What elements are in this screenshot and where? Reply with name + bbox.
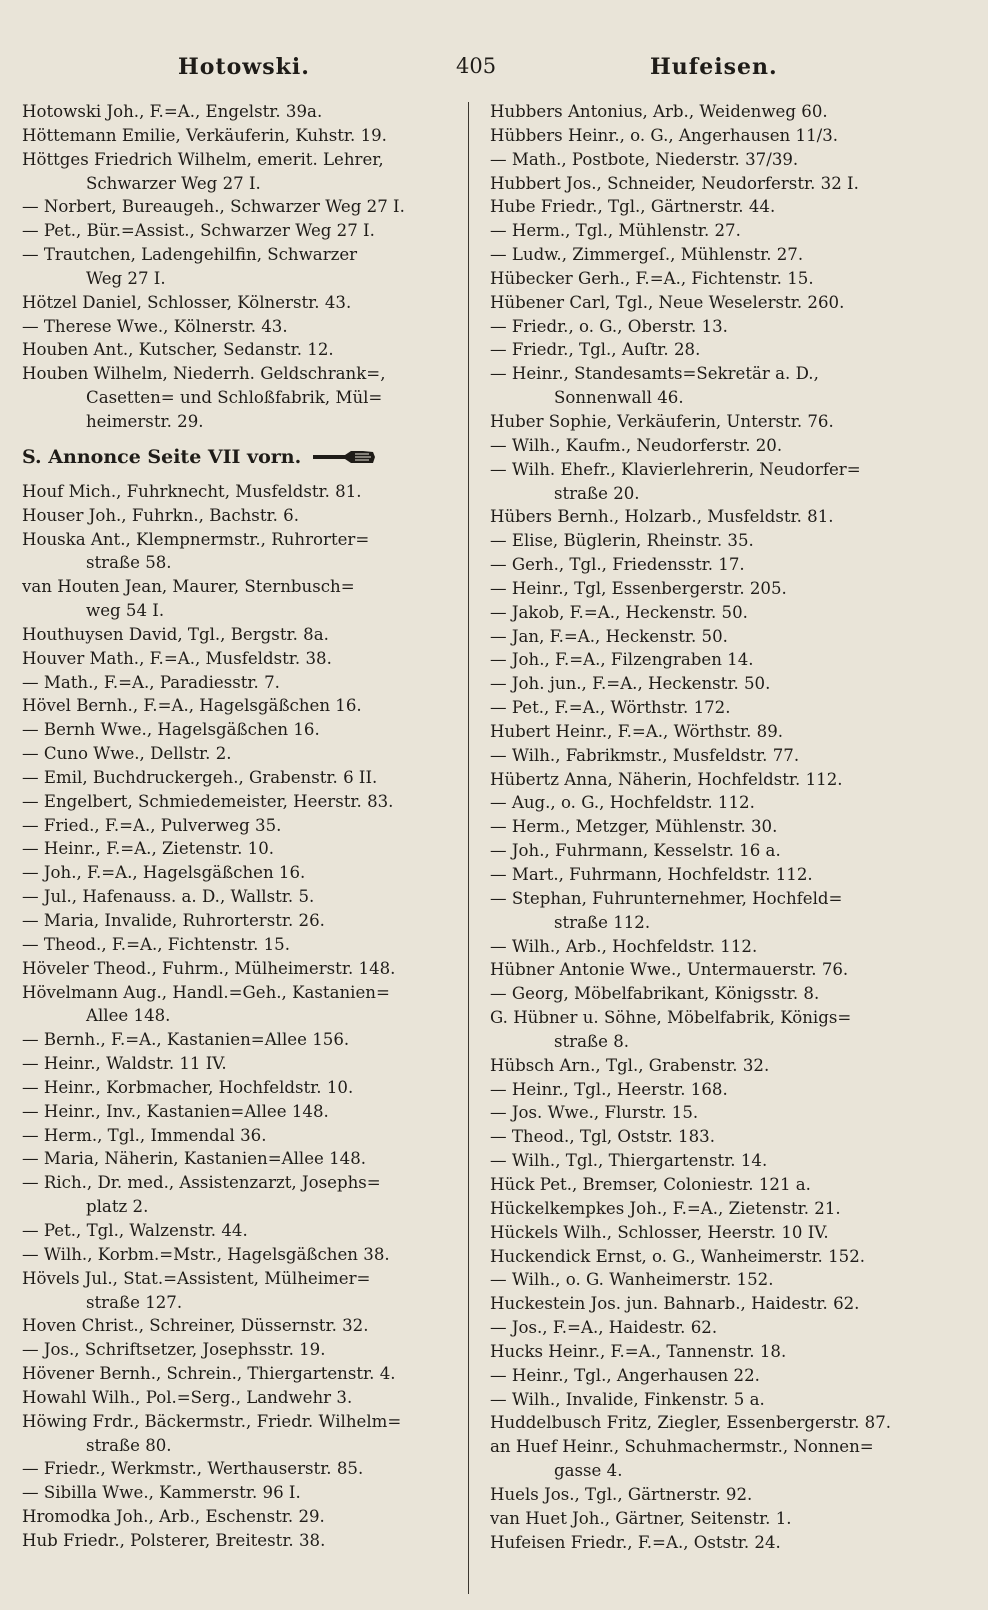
directory-entry: — Math., F.=A., Paradiesstr. 7.: [22, 672, 280, 692]
pointing-hand-icon: [311, 448, 377, 466]
directory-entry: Hoven Christ., Schreiner, Düssernstr. 32.: [22, 1316, 369, 1336]
directory-entry: — Heinr., Inv., Kastanien=Allee 148.: [22, 1101, 329, 1121]
directory-entry: Hückels Wilh., Schlosser, Heerstr. 10 IV.: [490, 1222, 829, 1242]
directory-entry: Hufeisen Friedr., F.=A., Oststr. 24.: [490, 1532, 781, 1552]
directory-entry: — Maria, Invalide, Ruhrorterstr. 26.: [22, 911, 325, 930]
entry-continuation: Allee 148.: [86, 1006, 171, 1026]
directory-entry: G. Hübner u. Söhne, Möbelfabrik, Königs=: [490, 1008, 852, 1028]
directory-entry: Hotowski Joh., F.=A., Engelstr. 39a.: [22, 102, 323, 121]
directory-entry: — Math., Postbote, Niederstr. 37/39.: [490, 149, 799, 169]
directory-entry: — Gerh., Tgl., Friedensstr. 17.: [490, 555, 745, 575]
directory-entry: — Pet., F.=A., Wörthstr. 172.: [490, 698, 731, 718]
entry-continuation: Weg 27 I.: [86, 268, 166, 288]
entry-continuation: straße 80.: [86, 1435, 172, 1455]
directory-entry: — Engelbert, Schmiedemeister, Heerstr. 83.: [22, 791, 394, 811]
directory-entry: Hötzel Daniel, Schlosser, Kölnerstr. 43.: [22, 292, 352, 312]
directory-entry: — Friedr., Werkmstr., Werthauserstr. 85.: [22, 1459, 364, 1479]
directory-entry: — Herm., Tgl., Immendal 36.: [22, 1125, 267, 1145]
directory-entry: — Heinr., Waldstr. 11 IV.: [22, 1054, 227, 1074]
directory-entry: — Joh. jun., F.=A., Heckenstr. 50.: [490, 674, 771, 694]
entry-continuation: weg 54 I.: [86, 601, 165, 621]
directory-entry: — Bernh Wwe., Hagelsgäßchen 16.: [22, 720, 320, 740]
directory-entry: Hromodka Joh., Arb., Eschenstr. 29.: [22, 1507, 325, 1527]
directory-entry: Höttges Friedrich Wilhelm, emerit. Lehrer,: [22, 149, 384, 169]
directory-entry: Höwing Frdr., Bäckermstr., Friedr. Wilhelm=: [22, 1411, 402, 1431]
directory-entry: — Aug., o. G., Hochfeldstr. 112.: [490, 793, 755, 813]
directory-entry: — Fried., F.=A., Pulverweg 35.: [22, 815, 282, 835]
directory-entry: — Ludw., Zimmergeſ., Mühlenstr. 27.: [490, 245, 804, 265]
directory-entry: — Jul., Hafenauss. a. D., Wallstr. 5.: [22, 887, 315, 907]
directory-entry: Hubbers Antonius, Arb., Weidenweg 60.: [490, 102, 828, 121]
directory-entry: Hück Pet., Bremser, Coloniestr. 121 a.: [490, 1174, 811, 1194]
directory-entry: Hübner Antonie Wwe., Untermauerstr. 76.: [490, 960, 849, 980]
left-column: [22, 100, 477, 1553]
directory-entry: — Wilh., Korbm.=Mstr., Hagelsgäßchen 38.: [22, 1244, 390, 1264]
directory-entry: — Mart., Fuhrmann, Hochfeldstr. 112.: [490, 865, 813, 884]
directory-entry: — Trautchen, Ladengehilfin, Schwarzer: [22, 245, 358, 265]
directory-entry: Hübener Carl, Tgl., Neue Weselerstr. 260.: [490, 292, 845, 312]
directory-entry: — Stephan, Fuhrunternehmer, Hochfeld=: [490, 888, 843, 908]
directory-entry: — Heinr., Tgl., Angerhausen 22.: [490, 1365, 760, 1385]
directory-entry: — Heinr., Korbmacher, Hochfeldstr. 10.: [22, 1077, 354, 1097]
directory-entry: — Wilh., Arb., Hochfeldstr. 112.: [490, 936, 758, 956]
directory-entry: Hubert Heinr., F.=A., Wörthstr. 89.: [490, 721, 784, 741]
directory-entry: Howahl Wilh., Pol.=Serg., Landwehr 3.: [22, 1387, 353, 1407]
directory-entry: — Pet., Tgl., Walzenstr. 44.: [22, 1220, 248, 1240]
directory-entry: Hübecker Gerh., F.=A., Fichtenstr. 15.: [490, 268, 814, 288]
entry-continuation: platz 2.: [86, 1197, 149, 1217]
directory-entry: van Huet Joh., Gärtner, Seitenstr. 1.: [490, 1508, 792, 1528]
entry-continuation: Schwarzer Weg 27 I.: [86, 173, 261, 193]
entry-continuation: straße 8.: [554, 1031, 630, 1051]
directory-entry: — Cuno Wwe., Dellstr. 2.: [22, 744, 232, 764]
annonce-text: S. Annonce Seite VII vorn.: [22, 445, 302, 468]
directory-entry: Hub Friedr., Polsterer, Breitestr. 38.: [22, 1530, 326, 1550]
directory-entry: — Friedr., Tgl., Auſtr. 28.: [490, 340, 701, 360]
directory-entry: — Joh., F.=A., Filzengraben 14.: [490, 650, 754, 670]
entry-continuation: gasse 4.: [554, 1461, 623, 1481]
directory-entry: Huber Sophie, Verkäuferin, Unterstr. 76.: [490, 411, 834, 431]
directory-entry: Houser Joh., Fuhrkn., Bachstr. 6.: [22, 505, 299, 525]
directory-entry: — Joh., Fuhrmann, Kesselstr. 16 a.: [490, 841, 781, 861]
directory-entry: van Houten Jean, Maurer, Sternbusch=: [22, 577, 355, 597]
directory-entry: — Wilh., Fabrikmstr., Musfeldstr. 77.: [490, 745, 800, 765]
directory-entry: — Herm., Metzger, Mühlenstr. 30.: [490, 817, 778, 837]
directory-entry: Hübbers Heinr., o. G., Angerhausen 11/3.: [490, 125, 839, 145]
directory-entry: Houf Mich., Fuhrknecht, Musfeldstr. 81.: [22, 481, 362, 501]
entry-continuation: straße 112.: [554, 912, 651, 932]
directory-entry: — Emil, Buchdruckergeh., Grabenstr. 6 II.: [22, 767, 378, 787]
directory-entry: — Heinr., Tgl, Essenbergerstr. 205.: [490, 578, 787, 598]
directory-entry: Hövels Jul., Stat.=Assistent, Mülheimer=: [22, 1268, 371, 1288]
directory-entry: Hube Friedr., Tgl., Gärtnerstr. 44.: [490, 197, 776, 217]
directory-entry: — Jos. Wwe., Flurstr. 15.: [490, 1103, 699, 1123]
directory-entry: — Jos., F.=A., Haidestr. 62.: [490, 1318, 718, 1338]
directory-entry: Hückelkempkes Joh., F.=A., Zietenstr. 21.: [490, 1198, 841, 1218]
directory-entry: Houben Wilhelm, Niederrh. Geldschrank=,: [22, 364, 386, 384]
right-column: [490, 100, 950, 1554]
directory-entry: Huels Jos., Tgl., Gärtnerstr. 92.: [490, 1484, 753, 1504]
directory-entry: — Friedr., o. G., Oberstr. 13.: [490, 316, 728, 336]
page-header: [0, 50, 988, 90]
directory-entry: — Herm., Tgl., Mühlenstr. 27.: [490, 221, 741, 241]
directory-entry: Hövelmann Aug., Handl.=Geh., Kastanien=: [22, 982, 390, 1002]
directory-entry: — Sibilla Wwe., Kammerstr. 96 I.: [22, 1483, 301, 1503]
directory-entry: — Theod., F.=A., Fichtenstr. 15.: [22, 934, 291, 954]
directory-entry: — Wilh. Ehefr., Klavierlehrerin, Neudorfer=: [490, 459, 861, 479]
directory-entry: Hövel Bernh., F.=A., Hagelsgäßchen 16.: [22, 696, 362, 716]
directory-entry: Houska Ant., Klempnermstr., Ruhrorter=: [22, 529, 370, 549]
entry-continuation: Casetten= und Schloßfabrik, Mül=: [86, 388, 383, 408]
entry-continuation: straße 20.: [554, 483, 640, 503]
directory-entry: Höveler Theod., Fuhrm., Mülheimerstr. 148.: [22, 958, 396, 978]
header-right-keyword: Hufeisen.: [650, 54, 778, 80]
annonce-reference: [22, 434, 477, 480]
directory-entry: — Wilh., Invalide, Finkenstr. 5 a.: [490, 1389, 765, 1409]
directory-entry: — Therese Wwe., Kölnerstr. 43.: [22, 316, 288, 336]
directory-entry: Hubbert Jos., Schneider, Neudorferstr. 32 I.: [490, 173, 859, 193]
directory-entry: — Elise, Büglerin, Rheinstr. 35.: [490, 531, 754, 551]
directory-entry: Hübers Bernh., Holzarb., Musfeldstr. 81.: [490, 507, 834, 527]
directory-entry: — Wilh., Tgl., Thiergartenstr. 14.: [490, 1151, 768, 1171]
directory-entry: Houthuysen David, Tgl., Bergstr. 8a.: [22, 624, 329, 644]
directory-entry: Hübsch Arn., Tgl., Grabenstr. 32.: [490, 1055, 770, 1075]
directory-entry: Hucks Heinr., F.=A., Tannenstr. 18.: [490, 1341, 787, 1361]
directory-entry: — Heinr., Standesamts=Sekretär a. D.,: [490, 364, 819, 384]
directory-entry: an Huef Heinr., Schuhmachermstr., Nonnen=: [490, 1437, 874, 1457]
page-number: 405: [456, 54, 497, 78]
directory-entry: — Jos., Schriftsetzer, Josephsstr. 19.: [22, 1340, 326, 1360]
directory-entry: — Jakob, F.=A., Heckenstr. 50.: [490, 602, 748, 622]
directory-entry: — Theod., Tgl, Oststr. 183.: [490, 1127, 716, 1147]
entry-continuation: straße 127.: [86, 1292, 183, 1312]
directory-entry: — Wilh., Kaufm., Neudorferstr. 20.: [490, 435, 783, 455]
directory-entry: Huckestein Jos. jun. Bahnarb., Haidestr. 62.: [490, 1294, 860, 1314]
directory-entry: — Norbert, Bureaugeh., Schwarzer Weg 27 I.: [22, 197, 405, 217]
directory-entry: — Heinr., F.=A., Zietenstr. 10.: [22, 839, 275, 859]
directory-entry: — Rich., Dr. med., Assistenzarzt, Josephs=: [22, 1173, 381, 1193]
directory-entry: Huckendick Ernst, o. G., Wanheimerstr. 152.: [490, 1246, 866, 1266]
directory-entry: — Wilh., o. G. Wanheimerstr. 152.: [490, 1270, 774, 1290]
directory-entry: Houver Math., F.=A., Musfeldstr. 38.: [22, 648, 332, 668]
directory-entry: — Pet., Bür.=Assist., Schwarzer Weg 27 I.: [22, 221, 375, 241]
entry-continuation: straße 58.: [86, 553, 172, 573]
directory-entry: Hübertz Anna, Näherin, Hochfeldstr. 112.: [490, 769, 843, 789]
directory-entry: Hövener Bernh., Schrein., Thiergartenstr. 4.: [22, 1364, 396, 1384]
entry-continuation: Sonnenwall 46.: [554, 388, 684, 408]
directory-entry: — Bernh., F.=A., Kastanien=Allee 156.: [22, 1030, 350, 1050]
directory-entry: Houben Ant., Kutscher, Sedanstr. 12.: [22, 340, 334, 360]
directory-entry: — Maria, Näherin, Kastanien=Allee 148.: [22, 1149, 367, 1169]
entry-continuation: heimerstr. 29.: [86, 411, 204, 431]
directory-entry: Höttemann Emilie, Verkäuferin, Kuhstr. 19.: [22, 125, 387, 145]
header-left-keyword: Hotowski.: [178, 54, 310, 80]
directory-entry: — Joh., F.=A., Hagelsgäßchen 16.: [22, 863, 306, 883]
directory-entry: Huddelbusch Fritz, Ziegler, Essenbergerstr. 87.: [490, 1413, 892, 1433]
directory-entry: — Heinr., Tgl., Heerstr. 168.: [490, 1079, 728, 1099]
directory-entry: — Georg, Möbelfabrikant, Königsstr. 8.: [490, 984, 820, 1004]
directory-entry: — Jan, F.=A., Heckenstr. 50.: [490, 626, 728, 646]
